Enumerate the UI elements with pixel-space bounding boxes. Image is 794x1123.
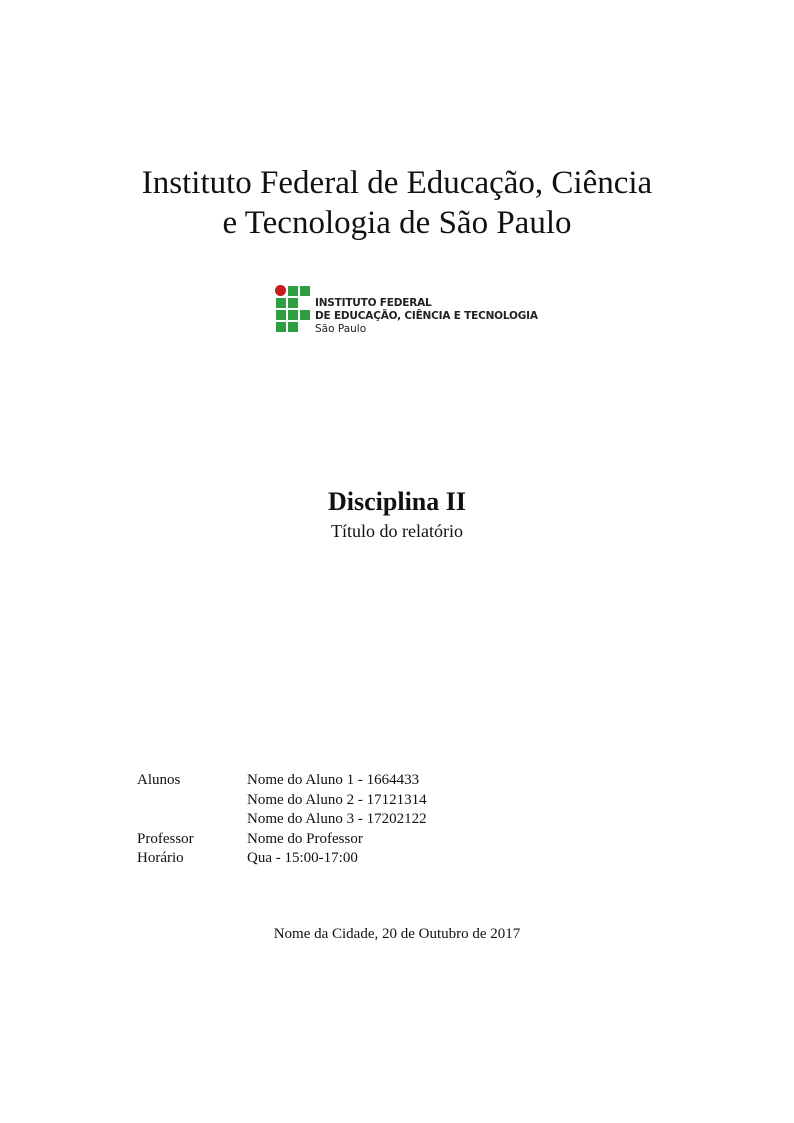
logo-square [288, 286, 298, 296]
logo-square [288, 298, 298, 308]
report-title: Título do relatório [331, 521, 463, 541]
logo-square [276, 298, 286, 308]
institution-title-line-2: e Tecnologia de São Paulo [222, 205, 572, 241]
student-item: Nome do Aluno 1 - 1664433 [247, 772, 420, 788]
logo-grid-icon [275, 285, 311, 335]
institution-title [0, 163, 794, 243]
professor-name: Nome do Professor [247, 830, 363, 847]
info-row-professor [137, 830, 427, 850]
logo-red-circle [275, 285, 286, 296]
logo-square [300, 310, 310, 320]
students-list [247, 771, 427, 830]
logo-square [288, 310, 298, 320]
discipline-block [0, 485, 794, 543]
student-item: Nome do Aluno 2 - 17121314 [247, 791, 427, 808]
logo-line-3: São Paulo [315, 323, 367, 335]
logo-square [300, 286, 310, 296]
professor-label: Professor [137, 830, 194, 847]
info-table [137, 771, 427, 869]
logo-square [288, 322, 298, 332]
info-row-students [137, 771, 427, 830]
info-row-schedule [137, 849, 427, 869]
city-date: Nome da Cidade, 20 de Outubro de 2017 [273, 926, 521, 942]
logo-text [315, 297, 538, 336]
students-label: Alunos [137, 772, 181, 788]
logo-line-1: INSTITUTO FEDERAL [315, 297, 432, 309]
student-item: Nome do Aluno 3 - 17202122 [247, 811, 427, 827]
logo-line-2: DE EDUCAÇÃO, CIÊNCIA E TECNOLOGIA [315, 310, 538, 322]
logo-square [276, 322, 286, 332]
logo-square [276, 310, 286, 320]
institution-title-line-1: Instituto Federal de Educação, Ciência [141, 165, 653, 201]
schedule-label: Horário [137, 850, 184, 866]
institution-logo [275, 285, 538, 341]
schedule-value: Qua - 15:00-17:00 [247, 850, 358, 866]
discipline-name: Disciplina II [328, 487, 466, 516]
